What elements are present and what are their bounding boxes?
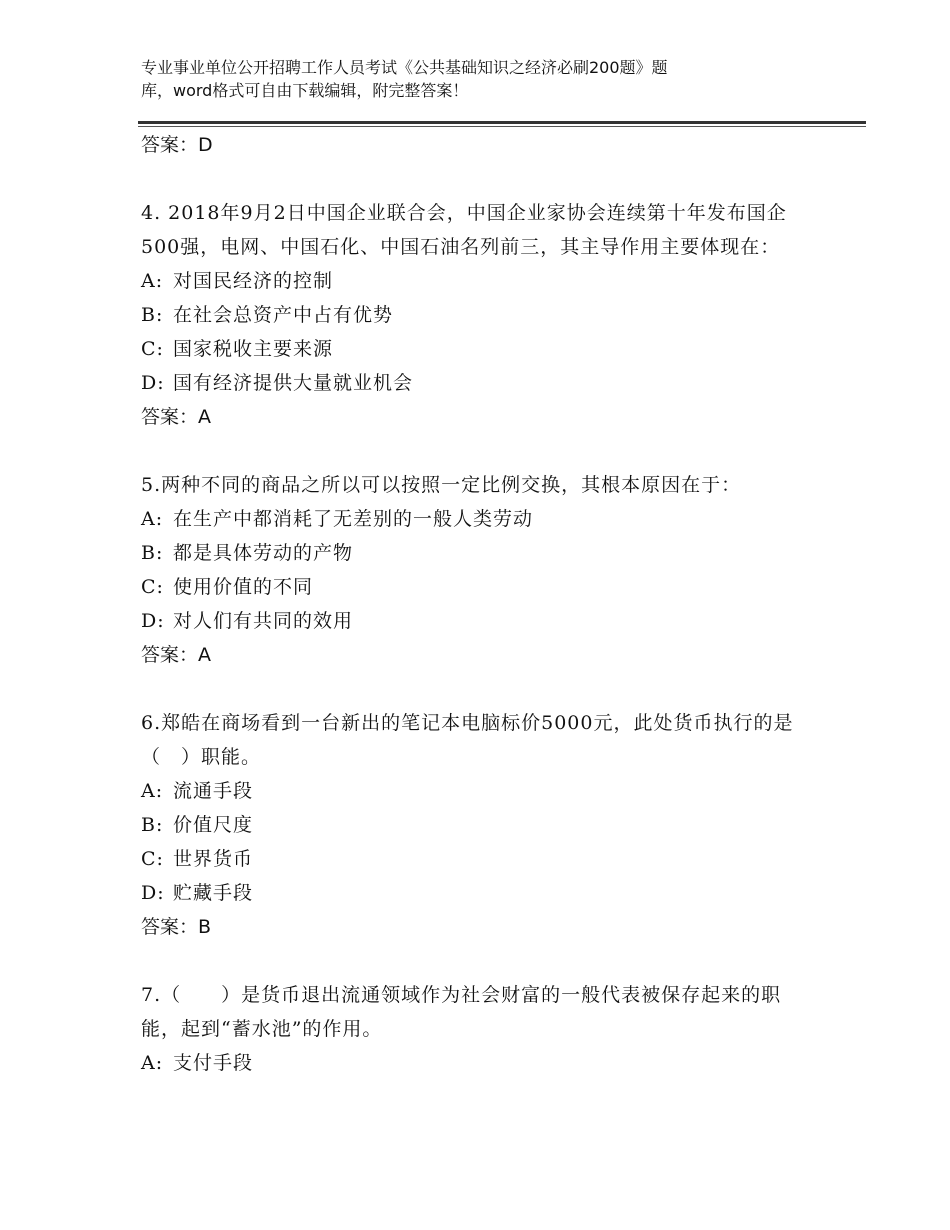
option-text: 对国民经济的控制: [173, 270, 334, 292]
answer-option: [141, 774, 821, 808]
question-block: [141, 196, 821, 434]
option-letter: C:: [141, 576, 164, 598]
option-text: 在生产中都消耗了无差别的一般人类劳动: [173, 508, 534, 530]
answer-label: 答案：B: [141, 916, 212, 938]
question-text: 5.两种不同的商品之所以可以按照一定比例交换，其根本原因在于：: [141, 474, 742, 496]
page-header: [141, 56, 781, 102]
answer-option: [141, 808, 821, 842]
answer-label: 答案：A: [141, 406, 211, 428]
option-text: 对人们有共同的效用: [173, 610, 354, 632]
option-letter: D:: [141, 882, 165, 904]
option-text: 支付手段: [173, 1052, 254, 1074]
option-text: 都是具体劳动的产物: [173, 542, 354, 564]
answer-option: [141, 1046, 821, 1080]
header-divider-thick: [138, 121, 866, 124]
option-letter: B:: [141, 542, 164, 564]
answer-label: 答案：A: [141, 644, 211, 666]
answer-option: [141, 604, 821, 638]
option-text: 国家税收主要来源: [173, 338, 334, 360]
option-letter: A:: [141, 508, 164, 530]
option-text: 国有经济提供大量就业机会: [173, 372, 414, 394]
option-text: 使用价值的不同: [173, 576, 314, 598]
question-text: 4. 2018年9月2日中国企业联合会，中国企业家协会连续第十年发布国企500强，电网、中国石化、中国石油名列前三，其主导作用主要体现在：: [141, 202, 787, 258]
option-text: 世界货币: [173, 848, 254, 870]
option-letter: D:: [141, 372, 165, 394]
question-text: 6.郑皓在商场看到一台新出的笔记本电脑标价5000元，此处货币执行的是（ ）职能。: [141, 712, 794, 768]
question-block: [141, 468, 821, 672]
option-letter: A:: [141, 780, 164, 802]
option-text: 流通手段: [173, 780, 254, 802]
answer-option: [141, 842, 821, 876]
header-line-2: 库，word格式可自由下载编辑，附完整答案！: [141, 81, 469, 100]
option-letter: B:: [141, 304, 164, 326]
header-line-1: 专业事业单位公开招聘工作人员考试《公共基础知识之经济必刷200题》题: [141, 58, 668, 77]
question-list: [141, 128, 821, 1080]
option-letter: A:: [141, 1052, 164, 1074]
option-letter: B:: [141, 814, 164, 836]
answer-option: [141, 332, 821, 366]
answer-label: 答案：D: [141, 134, 213, 156]
answer-option: [141, 366, 821, 400]
option-letter: A:: [141, 270, 164, 292]
answer-option: [141, 264, 821, 298]
answer-option: [141, 876, 821, 910]
answer-option: [141, 536, 821, 570]
answer-option: [141, 502, 821, 536]
answer-option: [141, 570, 821, 604]
question-block: [141, 978, 821, 1080]
option-letter: D:: [141, 610, 165, 632]
question-block: [141, 706, 821, 944]
option-text: 价值尺度: [173, 814, 254, 836]
answer-option: [141, 298, 821, 332]
option-letter: C:: [141, 848, 164, 870]
option-letter: C:: [141, 338, 164, 360]
header-divider-thin: [138, 126, 866, 127]
option-text: 贮藏手段: [173, 882, 254, 904]
option-text: 在社会总资产中占有优势: [173, 304, 394, 326]
question-text: 7.（ ）是货币退出流通领域作为社会财富的一般代表被保存起来的职能，起到“蓄水池”的作用。: [141, 984, 782, 1040]
